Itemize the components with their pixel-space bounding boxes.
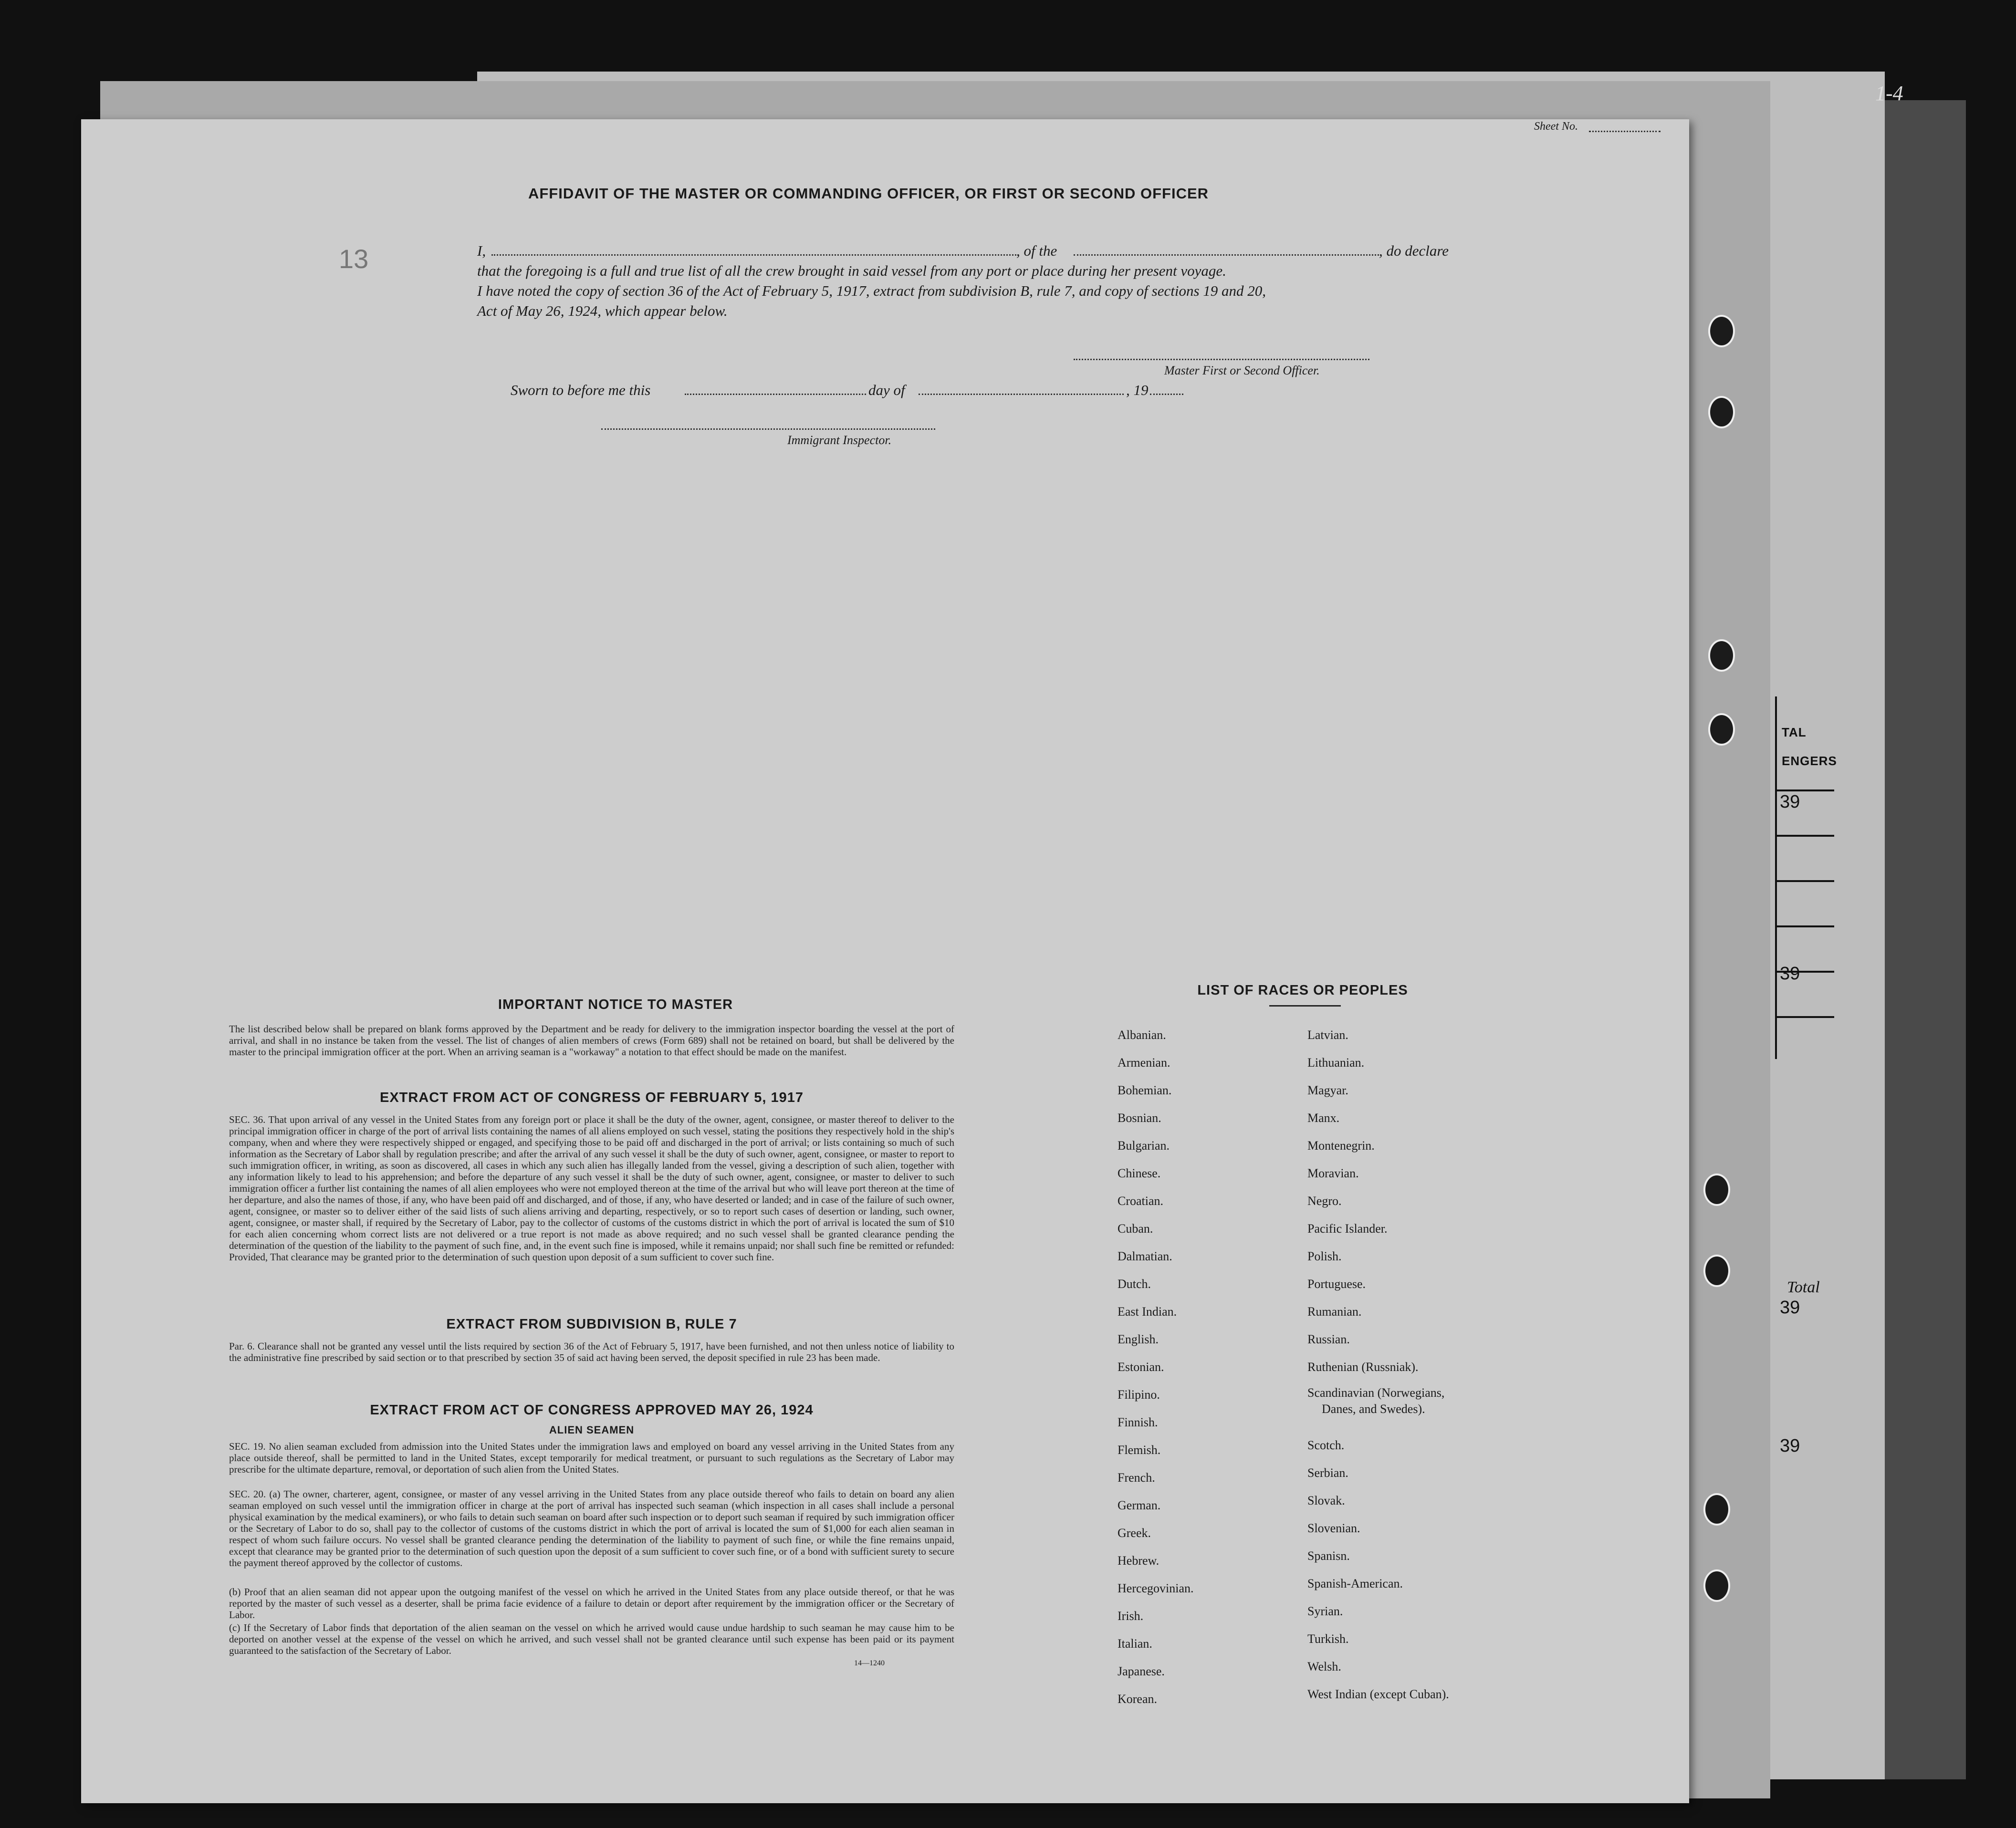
- race-item: Serbian.: [1307, 1466, 1348, 1480]
- race-item: Latvian.: [1307, 1028, 1348, 1042]
- notice-text: The list described below shall be prepared on blank forms approved by the Department and be ready for delivery to the immigration inspector boarding the vessel at the port of arrival, and shall in no instance be taken from the vessel. The list of changes of alien members of crews (Form 689) shall not be retained on board, but shall be delivered by the master to the principal immigration officer at the port. When an arriving seaman is a "workaway" a notation to that effect should be made on the manifest.: [229, 1023, 954, 1058]
- total-passengers-box: [1775, 696, 1837, 1059]
- race-item: Cuban.: [1118, 1222, 1153, 1236]
- extract-1924-sec20a: SEC. 20. (a) The owner, charterer, agent, consignee, or master of any vessel arriving in the United States from any place outside thereof who fails to detain on board any alien seaman employed on such vessel until the immigration officer in charge at the port of arrival has inspected such seaman (which inspection in all cases shall include a personal physical examination by the medical examiners), or who fails to detain such seaman on board after such inspection or to deport such seaman if required by such immigration officer or the Secretary of Labor to do so, shall pay to the collector of customs of the customs district in which the port of arrival is located the sum of $1,000 for each alien seaman in respect of whom such failure occurs. No vessel shall be granted clearance pending the determination of the liability to payment of such fine, or while the fine remains unpaid, except that clearance may be granted prior to the determination of such question upon the deposit of a sum sufficient to cover such fine, or of a bond with sufficient surety to secure the payment thereof approved by the collector of customs.: [229, 1488, 954, 1568]
- race-item: Welsh.: [1307, 1660, 1341, 1673]
- race-item: Korean.: [1118, 1692, 1158, 1706]
- form-number: 14—1240: [854, 1659, 885, 1667]
- extract-rule7-text: Par. 6. Clearance shall not be granted any vessel until the lists required by section 36 of the Act of February 5, 1917, have been furnished, and not then unless notice of liability to the administrative fine prescribed by said section or to that prescribed by section 35 of said act having been served, the deposit specified in rule 23 has been made.: [229, 1340, 954, 1363]
- race-item: Bosnian.: [1118, 1111, 1161, 1125]
- race-item: Turkish.: [1307, 1632, 1349, 1646]
- race-item: Spanish-American.: [1307, 1577, 1403, 1590]
- sworn-year: , 19: [1126, 382, 1149, 398]
- sworn-label: Sworn to before me this: [511, 382, 651, 398]
- total-value: 39: [1780, 964, 1800, 984]
- race-item: Finnish.: [1118, 1415, 1158, 1429]
- inspector-signature-label: Immigrant Inspector.: [787, 433, 892, 447]
- extract-1924-sec20b: (b) Proof that an alien seaman did not appear upon the outgoing manifest of the vessel on which he arrived in the United States from any place outside thereof, or that he was reported by the master of such vessel as a deserter, shall be prima facie evidence of a failure to detain or deport after requirement by the immigration officer or the Secretary of Labor.: [229, 1586, 954, 1620]
- race-item: Italian.: [1118, 1637, 1152, 1651]
- race-item: Rumanian.: [1307, 1305, 1362, 1319]
- extract-1924-title: EXTRACT FROM ACT OF CONGRESS APPROVED MAY 26, 1924: [370, 1402, 814, 1418]
- race-item: Portuguese.: [1307, 1277, 1366, 1291]
- race-item: Filipino.: [1118, 1388, 1160, 1402]
- race-item: Flemish.: [1118, 1443, 1161, 1457]
- race-item: Bulgarian.: [1118, 1139, 1170, 1153]
- punch-hole: [1708, 315, 1735, 347]
- sheet-no-line: [1589, 131, 1661, 132]
- punch-hole: [1703, 1255, 1730, 1287]
- total-value: 39: [1780, 1436, 1800, 1456]
- race-item: East Indian.: [1118, 1305, 1177, 1319]
- affidavit-declare: , do declare: [1379, 242, 1449, 259]
- race-item: Chinese.: [1118, 1166, 1161, 1180]
- box-divider: [1777, 925, 1834, 927]
- inspector-signature-line: [601, 428, 935, 430]
- race-item: Polish.: [1307, 1249, 1342, 1263]
- race-item: Scotch.: [1307, 1438, 1345, 1452]
- affidavit-of-the: , of the: [1016, 242, 1057, 259]
- race-item: Ruthenian (Russniak).: [1307, 1360, 1419, 1374]
- affidavit-line-3: I have noted the copy of section 36 of the Act of February 5, 1917, extract from subdivision B, rule 7, and copy of sections 19 and 20,: [477, 282, 1266, 299]
- race-item: Spanisn.: [1307, 1549, 1350, 1563]
- punch-hole: [1703, 1493, 1730, 1526]
- race-item: Dutch.: [1118, 1277, 1151, 1291]
- sworn-year-line: [1150, 394, 1183, 395]
- total-label: Total: [1787, 1278, 1820, 1296]
- total-box-label-1: TAL: [1782, 725, 1807, 739]
- total-value: 39: [1780, 792, 1800, 812]
- affidavit-line-4: Act of May 26, 1924, which appear below.: [477, 302, 728, 319]
- race-item: Moravian.: [1307, 1166, 1359, 1180]
- master-signature-label: Master First or Second Officer.: [1164, 364, 1320, 377]
- corner-mark: 1-4: [1875, 82, 1903, 105]
- handwritten-number: 13: [339, 244, 369, 274]
- race-item: Slovenian.: [1307, 1521, 1360, 1535]
- race-item: Dalmatian.: [1118, 1249, 1172, 1263]
- race-item: Slovak.: [1307, 1494, 1345, 1507]
- race-item: Magyar.: [1307, 1083, 1348, 1097]
- extract-rule7-title: EXTRACT FROM SUBDIVISION B, RULE 7: [446, 1317, 737, 1332]
- race-item: Scandinavian (Norwegians,: [1307, 1386, 1445, 1400]
- box-divider: [1777, 1016, 1834, 1018]
- vessel-line: [1074, 254, 1379, 256]
- affidavit-line-2: that the foregoing is a full and true list of all the crew brought in said vessel from any port or place during her present voyage.: [477, 262, 1226, 279]
- sworn-day-of: day of: [868, 382, 905, 398]
- race-item: Irish.: [1118, 1609, 1144, 1623]
- sworn-month-line: [919, 394, 1124, 395]
- races-title: LIST OF RACES OR PEOPLES: [1197, 983, 1408, 998]
- affidavit-sheet: [81, 119, 1689, 1803]
- race-item: Hebrew.: [1118, 1554, 1159, 1568]
- punch-hole: [1708, 713, 1735, 746]
- total-box-label-2: ENGERS: [1782, 754, 1837, 768]
- punch-hole: [1708, 396, 1735, 428]
- box-divider: [1777, 880, 1834, 882]
- race-item: Negro.: [1307, 1194, 1342, 1208]
- race-item: Manx.: [1307, 1111, 1340, 1125]
- race-item: Danes, and Swedes).: [1322, 1402, 1425, 1416]
- race-item: English.: [1118, 1332, 1159, 1346]
- punch-hole: [1703, 1174, 1730, 1206]
- extract-1924-sec20c: (c) If the Secretary of Labor finds that deportation of the alien seaman on the vessel on which he arrived would cause undue hardship to such seaman he may cause him to be deported on another vessel at the expense of the vessel on which he arrived, and such vessel shall not be granted clearance until such expense has been paid or its payment guaranteed to the satisfaction of the Secretary of Labor.: [229, 1622, 954, 1656]
- punch-hole: [1703, 1569, 1730, 1602]
- races-title-underline: [1269, 1005, 1341, 1007]
- name-line: [491, 254, 1016, 256]
- affidavit-i: I,: [477, 242, 486, 259]
- affidavit-title: AFFIDAVIT OF THE MASTER OR COMMANDING OFFICER, OR FIRST OR SECOND OFFICER: [528, 185, 1209, 202]
- master-signature-line: [1074, 359, 1369, 360]
- race-item: Croatian.: [1118, 1194, 1164, 1208]
- race-item: Armenian.: [1118, 1056, 1170, 1070]
- race-item: Montenegrin.: [1307, 1139, 1375, 1153]
- extract-1924-sec19: SEC. 19. No alien seaman excluded from admission into the United States under the immigration laws and employed on board any vessel arriving in the United States from any place outside thereof, shall be permitted to land in the United States, except temporarily for medical treatment, or pursuant to such regulations as the Secretary of Labor may prescribe for the ultimate departure, removal, or deportation of such alien from the United States.: [229, 1441, 954, 1475]
- extract-1924-subtitle: ALIEN SEAMEN: [549, 1424, 635, 1436]
- punch-hole: [1708, 639, 1735, 672]
- race-item: Greek.: [1118, 1526, 1151, 1540]
- race-item: Hercegovinian.: [1118, 1581, 1194, 1595]
- total-value: 39: [1780, 1298, 1800, 1318]
- box-divider: [1777, 835, 1834, 837]
- box-divider: [1777, 789, 1834, 791]
- race-item: Pacific Islander.: [1307, 1222, 1388, 1236]
- extract-1917-text: SEC. 36. That upon arrival of any vessel in the United States from any foreign port or place it shall be the duty of the owner, agent, consignee, or master thereof to deliver to the principal immigration officer in charge of the port of arrival lists containing the names of all aliens employed on such vessel, stating the positions they respectively hold in the ship's company, when and where they were respectively shipped or engaged, and specifying those to be paid off and discharged in the port of arrival; or lists containing so much of such information as the Secretary of Labor shall by regulation prescribe; and after the arrival of any such vessel it shall be the duty of such owner, agent, consignee, or master to report to such immigration officer, in writing, as soon as discovered, all cases in which any such alien has illegally landed from the vessel, giving a description of such alien, together with any information likely to lead to his apprehension; and before the departure of any such vessel it shall be the duty of such owner, agent, consignee, or master to deliver to such immigration officer a further list containing the names of all alien employees who were not employed thereon at the time of the arrival but who will leave port thereon at the time of her departure, and also the names of those, if any, who have been paid off and discharged, and of those, if any, who have deserted or landed; and in case of the failure of such owner, agent, consignee, or master so to deliver either of the said lists of such aliens arriving and departing, respectively, or so to report such cases of desertion or landing, such owner, agent, consignee, or master shall, if required by the Secretary of Labor, pay to the collector of customs of the customs district in which the port of arrival is located the sum of $10 for each alien concerning whom correct lists are not delivered or a true report is not made as above required; and no such vessel shall be granted clearance pending the determination of the question of the liability to the payment of such fine, and, in the event such fine is imposed, while it remains unpaid; nor shall such fine be remitted or refunded: Provided, That clearance may be granted prior to the determination of such question upon deposit of a sum sufficient to cover such fine.: [229, 1114, 954, 1263]
- race-item: West Indian (except Cuban).: [1307, 1687, 1449, 1701]
- race-item: Syrian.: [1307, 1604, 1343, 1618]
- extract-1917-title: EXTRACT FROM ACT OF CONGRESS OF FEBRUARY 5, 1917: [379, 1090, 804, 1105]
- race-item: German.: [1118, 1498, 1161, 1512]
- race-item: Estonian.: [1118, 1360, 1164, 1374]
- race-item: Bohemian.: [1118, 1083, 1172, 1097]
- sheet-no-label: Sheet No.: [1534, 120, 1578, 133]
- race-item: Lithuanian.: [1307, 1056, 1365, 1070]
- sworn-day-line: [685, 394, 866, 395]
- race-item: Albanian.: [1118, 1028, 1166, 1042]
- race-item: Japanese.: [1118, 1664, 1165, 1678]
- race-item: French.: [1118, 1471, 1155, 1485]
- race-item: Russian.: [1307, 1332, 1350, 1346]
- notice-title: IMPORTANT NOTICE TO MASTER: [498, 997, 733, 1012]
